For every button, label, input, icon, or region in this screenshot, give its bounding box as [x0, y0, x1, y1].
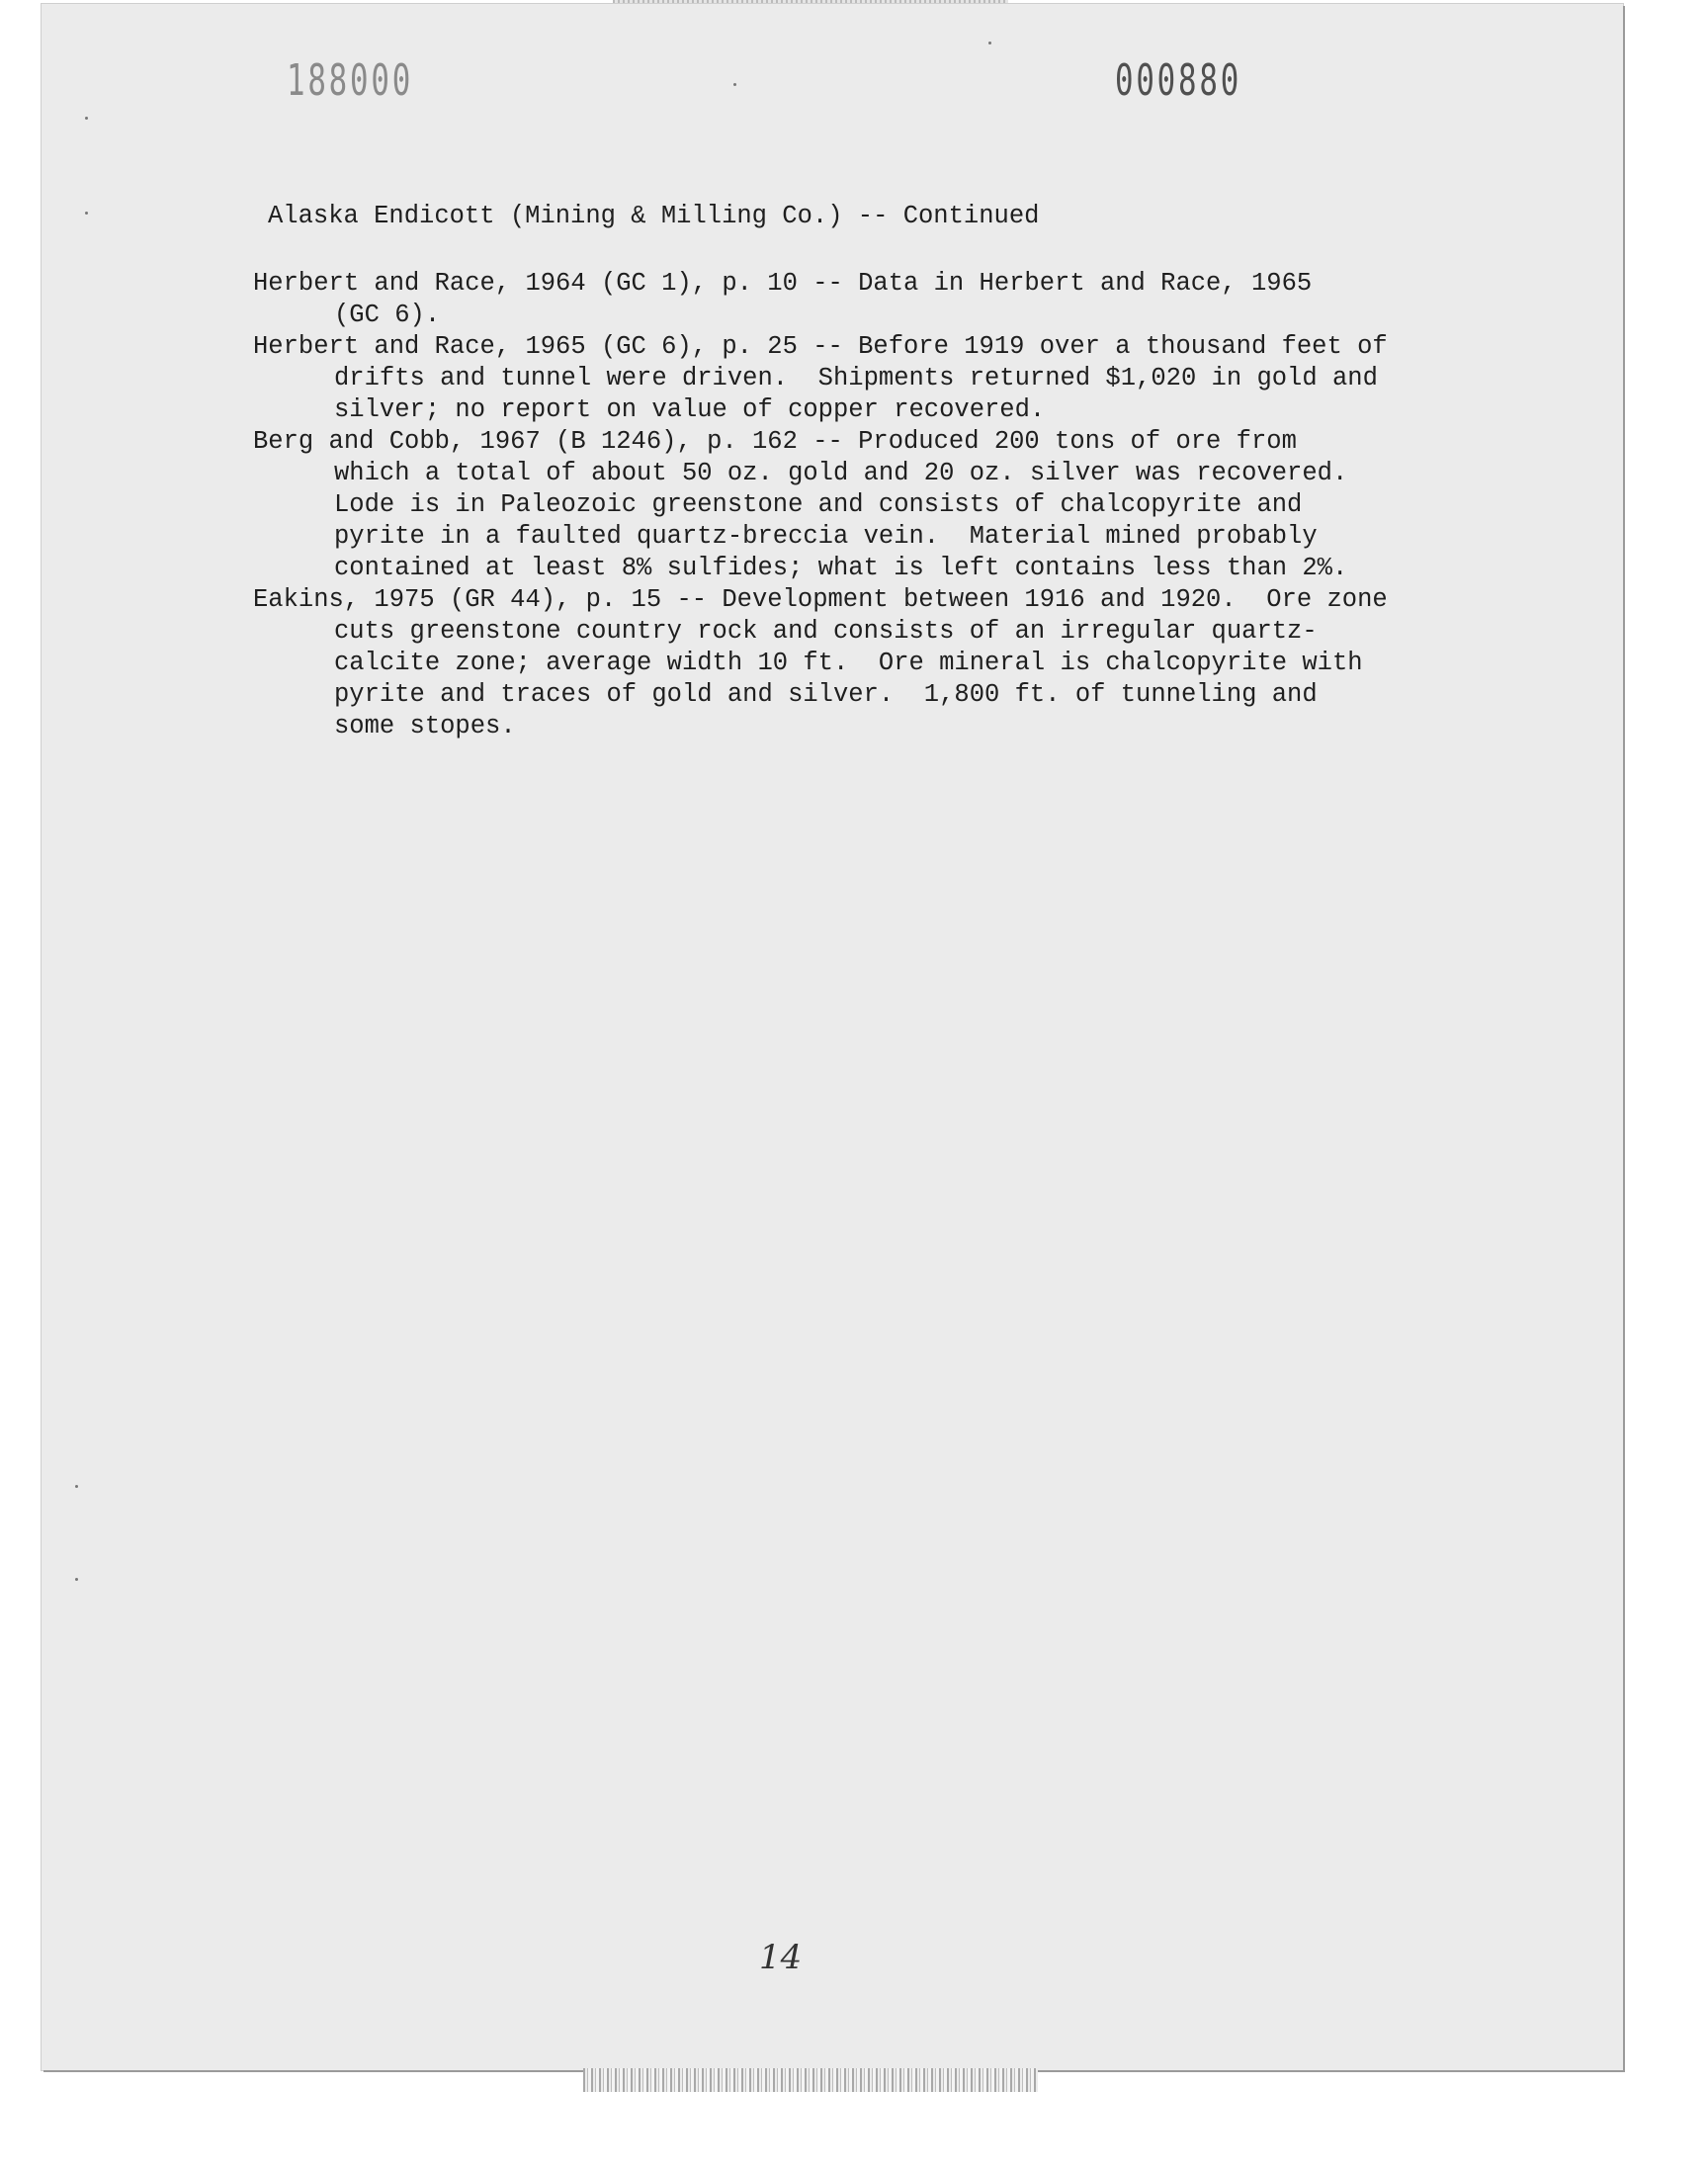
speck — [85, 117, 88, 120]
entry-continuation-line: (GC 6). — [334, 301, 441, 329]
document-id-stamp-left: 188000 — [287, 55, 414, 106]
entry-continuation-line: pyrite and traces of gold and silver. 1,800 ft. of tunneling and — [334, 680, 1318, 709]
entry-continuation-line: some stopes. — [334, 712, 516, 740]
entry-continuation-line: contained at least 8% sulfides; what is left contains less than 2%. — [334, 554, 1348, 582]
reference-entries — [253, 268, 1388, 742]
speck — [85, 212, 88, 215]
entry-continuation-line: Lode is in Paleozoic greenstone and consists of chalcopyrite and — [334, 490, 1303, 519]
entry-continuation-line: cuts greenstone country rock and consists of an irregular quartz- — [334, 617, 1318, 646]
scan-artifact-bottom — [583, 2068, 1038, 2092]
entry-continuation-line: which a total of about 50 oz. gold and 20 oz. silver was recovered. — [334, 459, 1348, 487]
entry-continuation-line: calcite zone; average width 10 ft. Ore mineral is chalcopyrite with — [334, 649, 1363, 677]
entry-first-line: Herbert and Race, 1965 (GC 6), p. 25 -- Before 1919 over a thousand feet of — [253, 332, 1388, 361]
speck — [988, 42, 991, 44]
entry-first-line: Berg and Cobb, 1967 (B 1246), p. 162 -- Produced 200 tons of ore from — [253, 427, 1297, 456]
speck — [75, 1485, 78, 1488]
speck — [733, 83, 736, 86]
entry-first-line: Herbert and Race, 1964 (GC 1), p. 10 -- Data in Herbert and Race, 1965 — [253, 269, 1313, 298]
entry-continuation-line: silver; no report on value of copper recovered. — [334, 395, 1046, 424]
page-number: 14 — [759, 1938, 803, 1977]
speck — [75, 1578, 78, 1581]
document-id-stamp-right: 000880 — [1115, 55, 1242, 106]
entry-continuation-line: drifts and tunnel were driven. Shipments returned $1,020 in gold and — [334, 364, 1378, 392]
entry-first-line: Eakins, 1975 (GR 44), p. 15 -- Development between 1916 and 1920. Ore zone — [253, 585, 1388, 614]
section-heading: Alaska Endicott (Mining & Milling Co.) -- Continued — [268, 202, 1040, 230]
entry-continuation-line: pyrite in a faulted quartz-breccia vein. Material mined probably — [334, 522, 1318, 551]
